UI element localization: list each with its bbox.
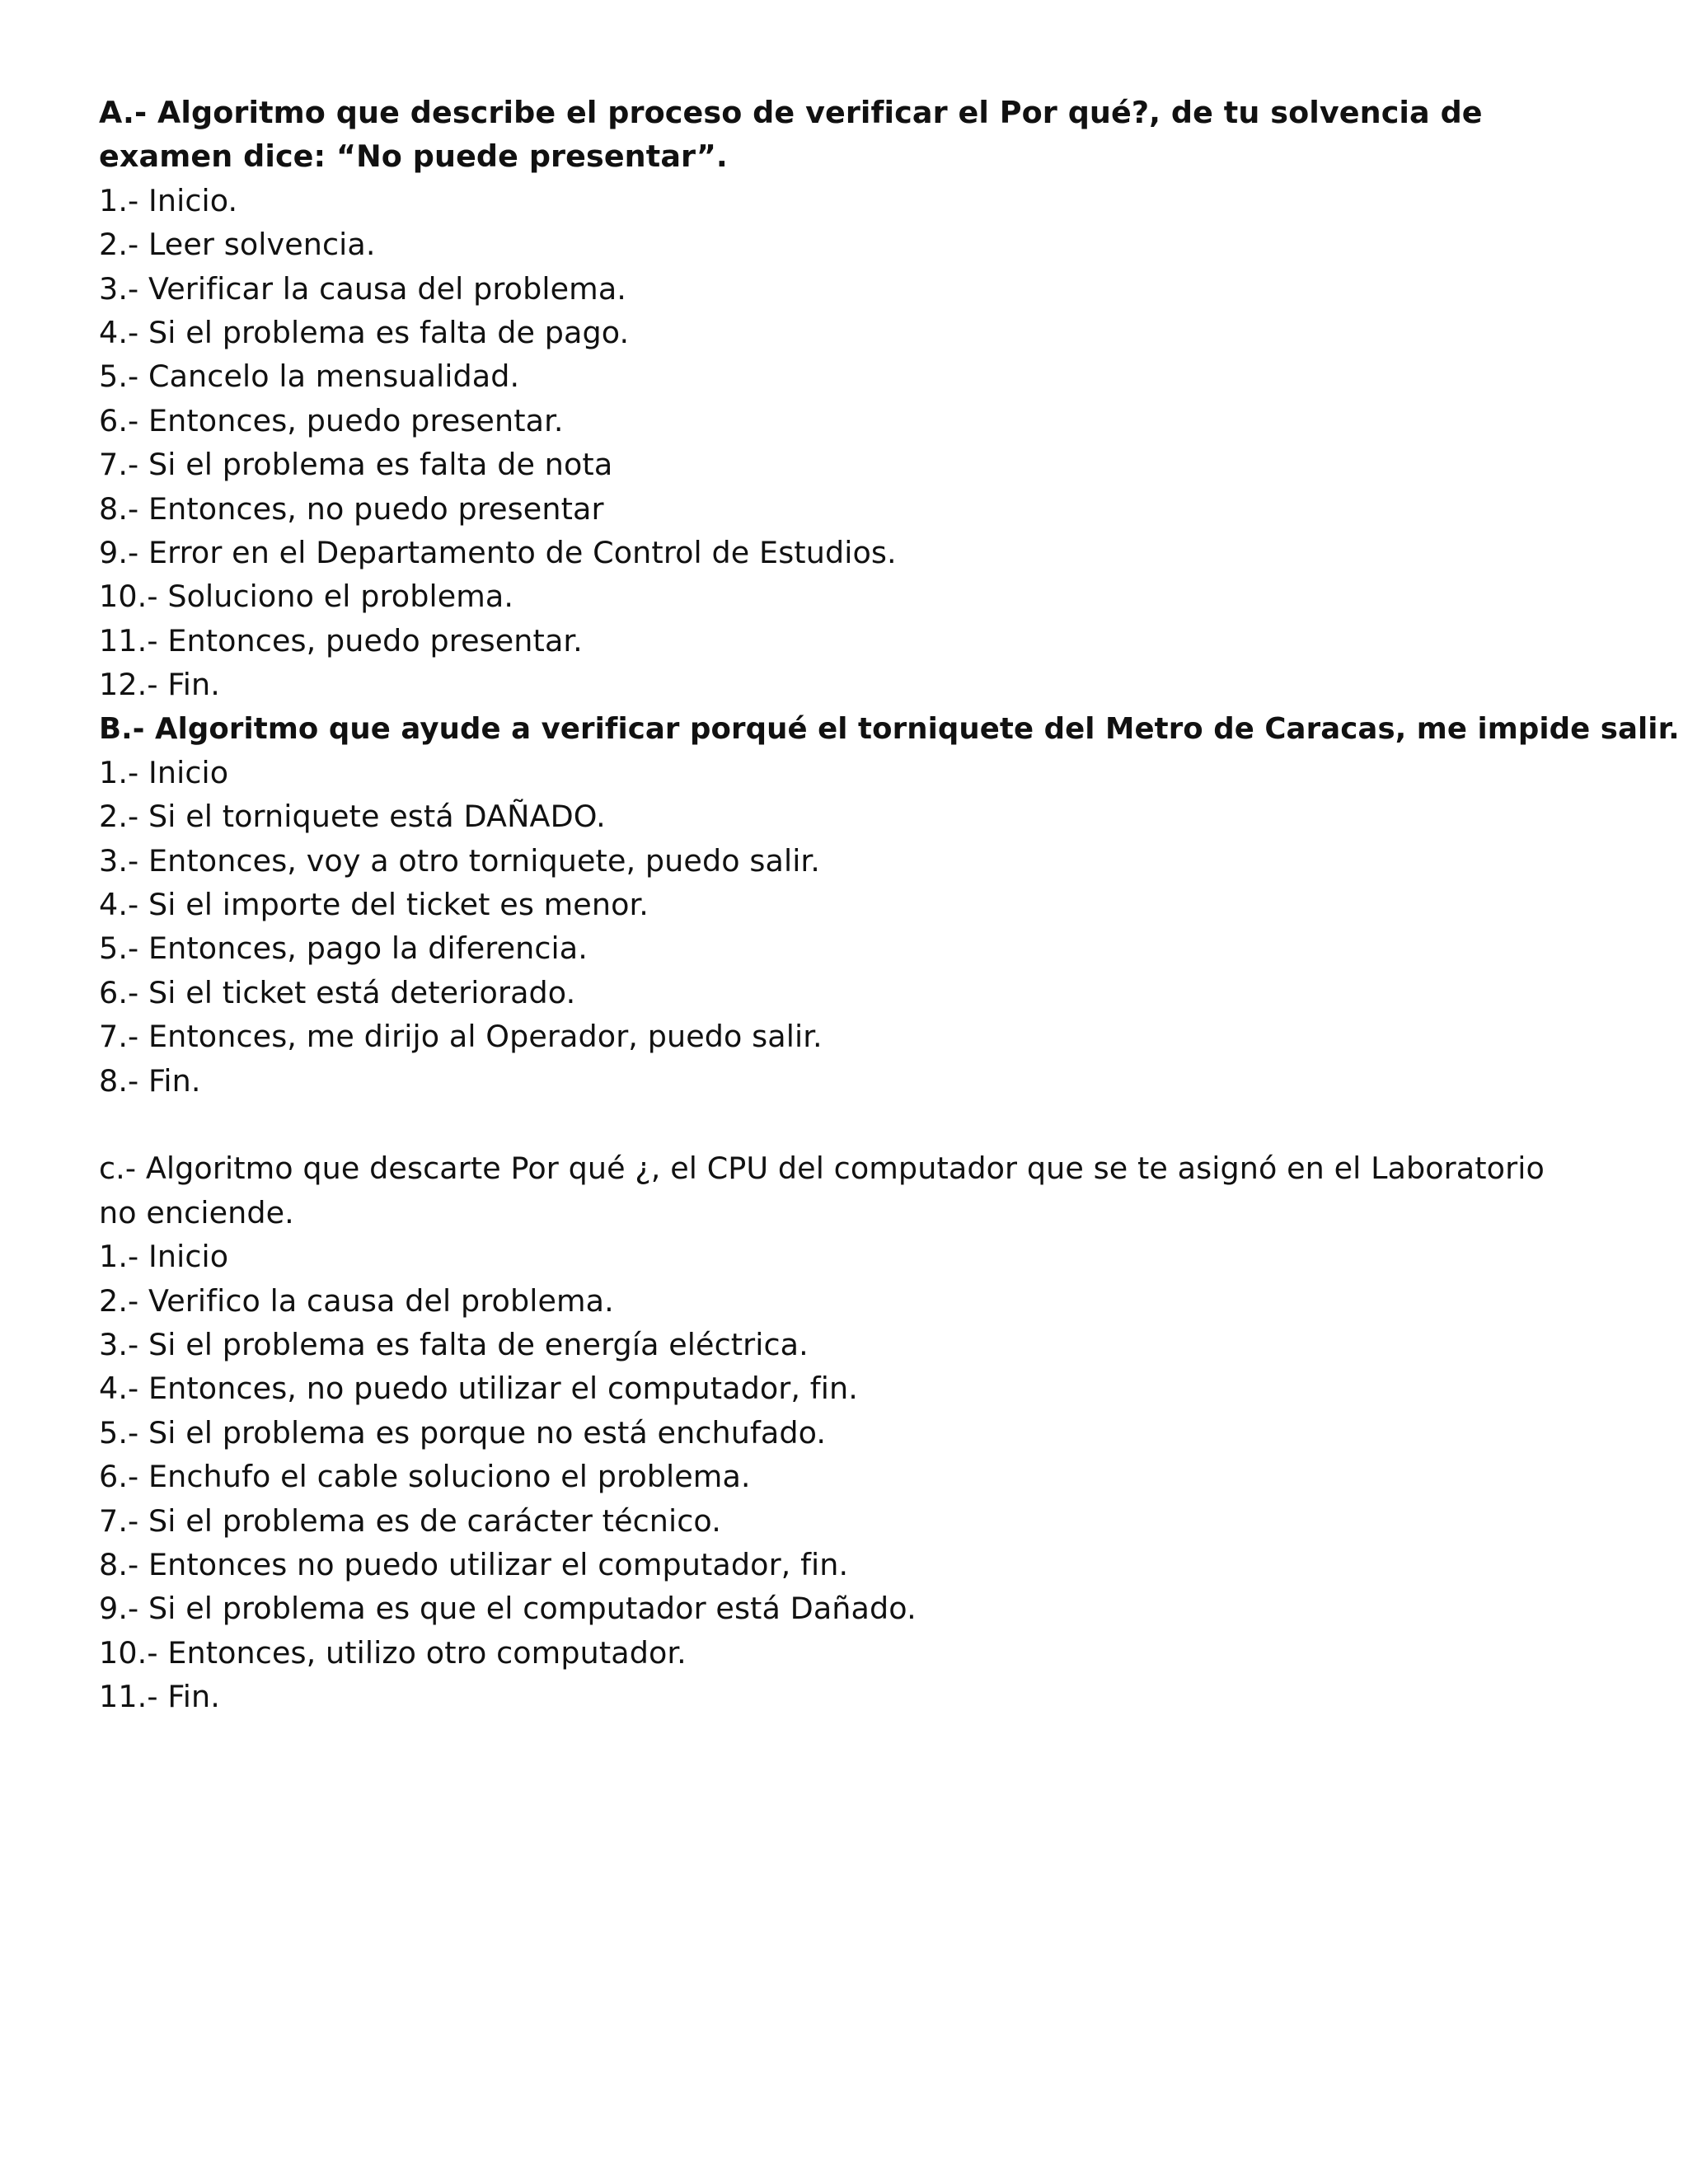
list-item: 8.- Entonces no puedo utilizar el computador, fin. (99, 1546, 849, 1582)
list-item: 7.- Si el problema es de carácter técnico. (99, 1502, 721, 1539)
list-item: 6.- Si el ticket está deteriorado. (99, 974, 576, 1010)
list-item: 10.- Entonces, utilizo otro computador. (99, 1634, 687, 1671)
list-item: 3.- Si el problema es falta de energía eléctrica. (99, 1327, 809, 1362)
section-a (99, 91, 1632, 707)
list-item: 6.- Enchufo el cable soluciono el problema. (99, 1459, 751, 1495)
list-item: 1.- Inicio. (99, 182, 238, 218)
list-item: 1.- Inicio (99, 1239, 229, 1275)
list-item: 5.- Si el problema es porque no está enchufado. (99, 1414, 827, 1451)
list-item: 2.- Verifico la causa del problema. (99, 1282, 614, 1319)
document-page (99, 91, 1680, 1719)
list-item: 8.- Fin. (99, 1062, 201, 1099)
list-item: 5.- Entonces, pago la diferencia. (99, 930, 588, 967)
list-item: 8.- Entonces, no puedo presentar (99, 490, 604, 527)
list-item: 7.- Si el problema es falta de nota (99, 447, 613, 483)
section-b-title: B.- Algoritmo que ayude a verificar porqué el torniquete del Metro de Caracas, me impide salir. (99, 711, 1680, 746)
section-c (99, 1146, 1632, 1718)
list-item: 3.- Verificar la causa del problema. (99, 270, 626, 307)
list-item: 11.- Entonces, puedo presentar. (99, 622, 583, 658)
list-item: 7.- Entonces, me dirijo al Operador, puedo salir. (99, 1019, 823, 1055)
list-item: 4.- Entonces, no puedo utilizar el computador, fin. (99, 1371, 858, 1407)
list-item: 5.- Cancelo la mensualidad. (99, 359, 520, 395)
list-item: 12.- Fin. (99, 667, 220, 703)
list-item: 2.- Leer solvencia. (99, 227, 376, 263)
section-spacer (99, 1103, 1632, 1146)
list-item: 3.- Entonces, voy a otro torniquete, puedo salir. (99, 842, 820, 879)
list-item: 2.- Si el torniquete está DAÑADO. (99, 799, 606, 835)
list-item: 9.- Si el problema es que el computador está Dañado. (99, 1591, 917, 1627)
list-item: 1.- Inicio (99, 754, 229, 790)
list-item: 10.- Soluciono el problema. (99, 579, 514, 615)
list-item: 9.- Error en el Departamento de Control de Estudios. (99, 534, 897, 570)
list-item: 4.- Si el importe del ticket es menor. (99, 887, 649, 923)
section-a-title: A.- Algoritmo que describe el proceso de verificar el Por qué?, de tu solvencia de examen dice: “No puede presentar”. (99, 95, 1483, 175)
section-b (99, 707, 1680, 1104)
list-item: 11.- Fin. (99, 1679, 220, 1715)
section-c-title: c.- Algoritmo que descarte Por qué ¿, el CPU del computador que se te asignó en el Laboratorio no enciende. (99, 1151, 1545, 1230)
list-item: 6.- Entonces, puedo presentar. (99, 402, 564, 438)
list-item: 4.- Si el problema es falta de pago. (99, 314, 630, 350)
